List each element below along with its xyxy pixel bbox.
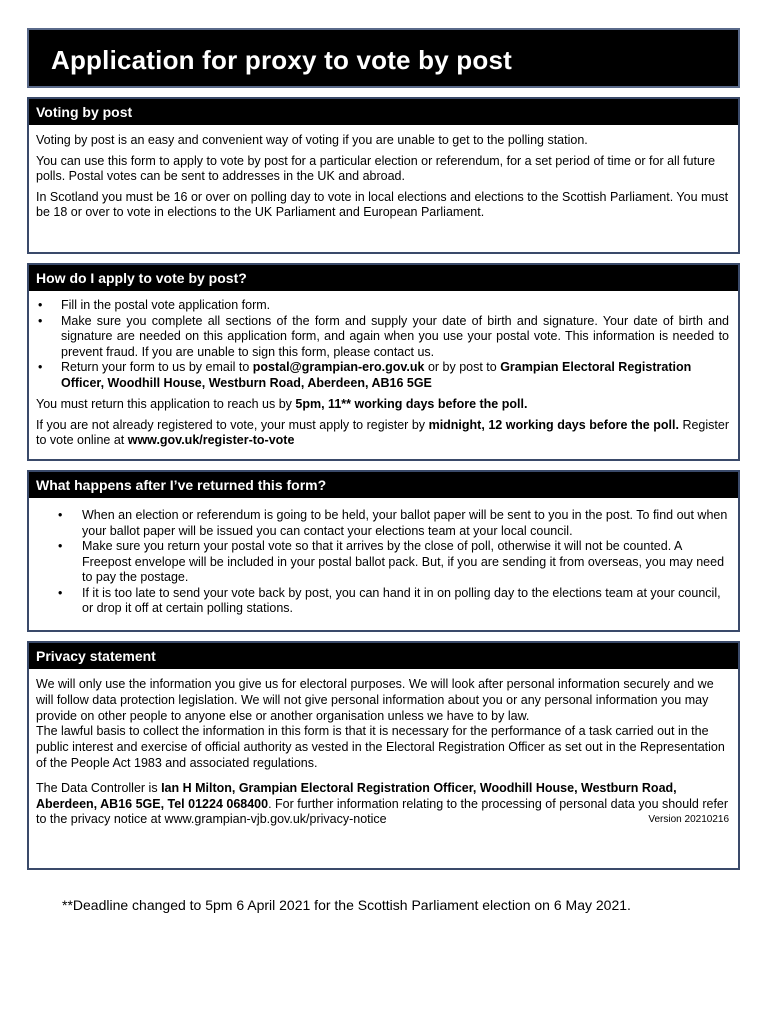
section-heading: What happens after I’ve returned this form? [29, 472, 738, 498]
bullet-list [36, 508, 729, 617]
bullet-list [36, 298, 729, 391]
list-item: • Make sure you return your postal vote so that it arrives by the close of poll, otherwise it will not be counted. A Freepost envelope will be included in your postal ballot pack. But, if you are sending it from overseas, you may need to pay the postage. [36, 539, 729, 586]
section-how-to-apply [27, 263, 740, 461]
section-heading: How do I apply to vote by post? [29, 265, 738, 291]
section-heading: Voting by post [29, 99, 738, 125]
list-item: • Fill in the postal vote application form. [36, 298, 729, 314]
paragraph: We will only use the information you give us for electoral purposes. We will look after personal information securely and we will follow data protection legislation. We will not give personal information about you or any personal information you may provide on other people to anyone else or another organisation unless we have to by law. [36, 677, 714, 723]
page-title: Application for proxy to vote by post [51, 45, 512, 75]
paragraph: You can use this form to apply to vote by post for a particular election or referendum, for a set period of time or for all future polls. Postal votes can be sent to addresses in the UK and abroad. [36, 153, 716, 183]
list-item: • When an election or referendum is going to be held, your ballot paper will be sent to you in the post. To find out when your ballot paper will be issued you can contact your elections team at your local council. [36, 508, 729, 539]
section-voting-by-post [27, 97, 740, 254]
section-heading: Privacy statement [29, 643, 738, 669]
section-privacy [27, 641, 740, 870]
register-text: If you are not already registered to vote, your must apply to register by midnight, 12 working days before the poll. Register to vote online at www.gov.uk/register-to-vote [36, 417, 729, 447]
version-label: Version 20210216 [648, 814, 729, 826]
list-item: • Return your form to us by email to postal@grampian-ero.gov.uk or by post to Grampian Electoral Registration Officer, Woodhill House, Westburn Road, Aberdeen, AB16 5GE [36, 360, 729, 391]
footnote: **Deadline changed to 5pm 6 April 2021 for the Scottish Parliament election on 6 May 2021. [62, 897, 631, 913]
list-item: • If it is too late to send your vote back by post, you can hand it in on polling day to the elections team at your council, or drop it off at certain polling stations. [36, 586, 729, 617]
title-banner [27, 28, 740, 88]
list-item: • Make sure you complete all sections of the form and supply your date of birth and signature. Your date of birth and signature are needed on this application form, and again when you use your postal vote. This information is needed to prevent fraud. If you are unable to sign this form, please contact us. [36, 314, 729, 361]
register-link: www.gov.uk/register-to-vote [127, 433, 295, 447]
paragraph: The lawful basis to collect the information in this form is that it is necessary for the performance of a task carried out in the public interest and exercise of official authority as vested in the Electoral Registration Officer as set out in the Representation of the People Act 1983 and associated regulations. [36, 724, 725, 770]
deadline-text: You must return this application to reach us by 5pm, 11** working days before the poll. [36, 397, 528, 411]
section-after-return [27, 470, 740, 632]
postal-address: Grampian Electoral Registration Officer, Woodhill House, Westburn Road, Aberdeen, AB16 5GE [61, 360, 692, 390]
paragraph: In Scotland you must be 16 or over on polling day to vote in local elections and elections to the Scottish Parliament. You must be 18 or over to vote in elections to the UK Parliament and European Parliament. [36, 189, 729, 219]
paragraph: Voting by post is an easy and convenient way of voting if you are unable to get to the polling station. [36, 133, 588, 147]
email-address: postal@grampian-ero.gov.uk [252, 360, 425, 374]
data-controller-text: The Data Controller is Ian H Milton, Grampian Electoral Registration Officer, Woodhill House, Westburn Road, Aberdeen, AB16 5GE, Tel 01224 068400. For further information relating to the processing of personal data you should refer to the privacy notice at www.grampian-vjb.gov.uk/privacy-notice Version 20210216 [36, 780, 729, 827]
